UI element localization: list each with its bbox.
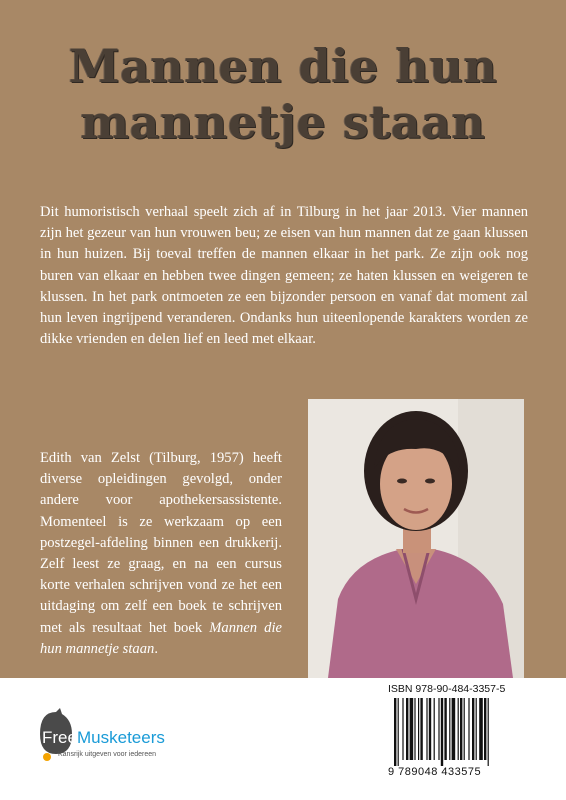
barcode-bars [388,698,528,766]
bio-text: Edith van Zelst (Tilburg, 1957) heeft diverse opleidingen gevolgd, onder andere voor apothekersassistente. Momenteel is ze werkzaam op een postzegel-afdeling binnen een drukkerij. Zelf leest ze graag, en na een cursus korte verhalen schrijven vond ze het een uitdaging om zelf een boek te schrijven met als resultaat het boek [40,450,282,636]
book-title [0,38,566,150]
isbn-label: ISBN 978-90-484-3357-5 [388,683,506,695]
barcode-digits: 9 789048 433575 [388,766,482,778]
title-line-2: mannetje staan [80,95,486,149]
publisher-name-free: Free [42,728,77,747]
bio-end: . [154,640,158,657]
isbn-barcode [388,683,528,783]
author-bio [40,448,282,660]
publisher-name-musketeers: Musketeers [77,728,165,747]
author-photo [308,399,524,678]
publisher-tagline: Kansrijk uitgeven voor iedereen [58,751,157,758]
title-line-1: Mannen die hun [68,39,498,93]
book-blurb: Dit humoristisch verhaal speelt zich af in Tilburg in het jaar 2013. Vier mannen zijn het gezeur van hun vrouwen beu; ze eisen van hun mannen dat ze gaan klussen in hun huizen. Bij toeval treffen de mannen elkaar in het park. Ze zijn ook nog buren van elkaar en hebben twee dingen gemeen; ze haten klussen en weigeren te klussen. In het park ontmoeten ze een bijzonder persoon en vanaf dat moment zal hun leven ingrijpend veranderen. Ondanks hun uiteenlopende karakters worden ze dikke vrienden en delen lief en leed met elkaar. [40,204,528,348]
publisher-logo [38,706,188,776]
bio-book-title: Mannen die hun mannetje staan [40,619,282,657]
